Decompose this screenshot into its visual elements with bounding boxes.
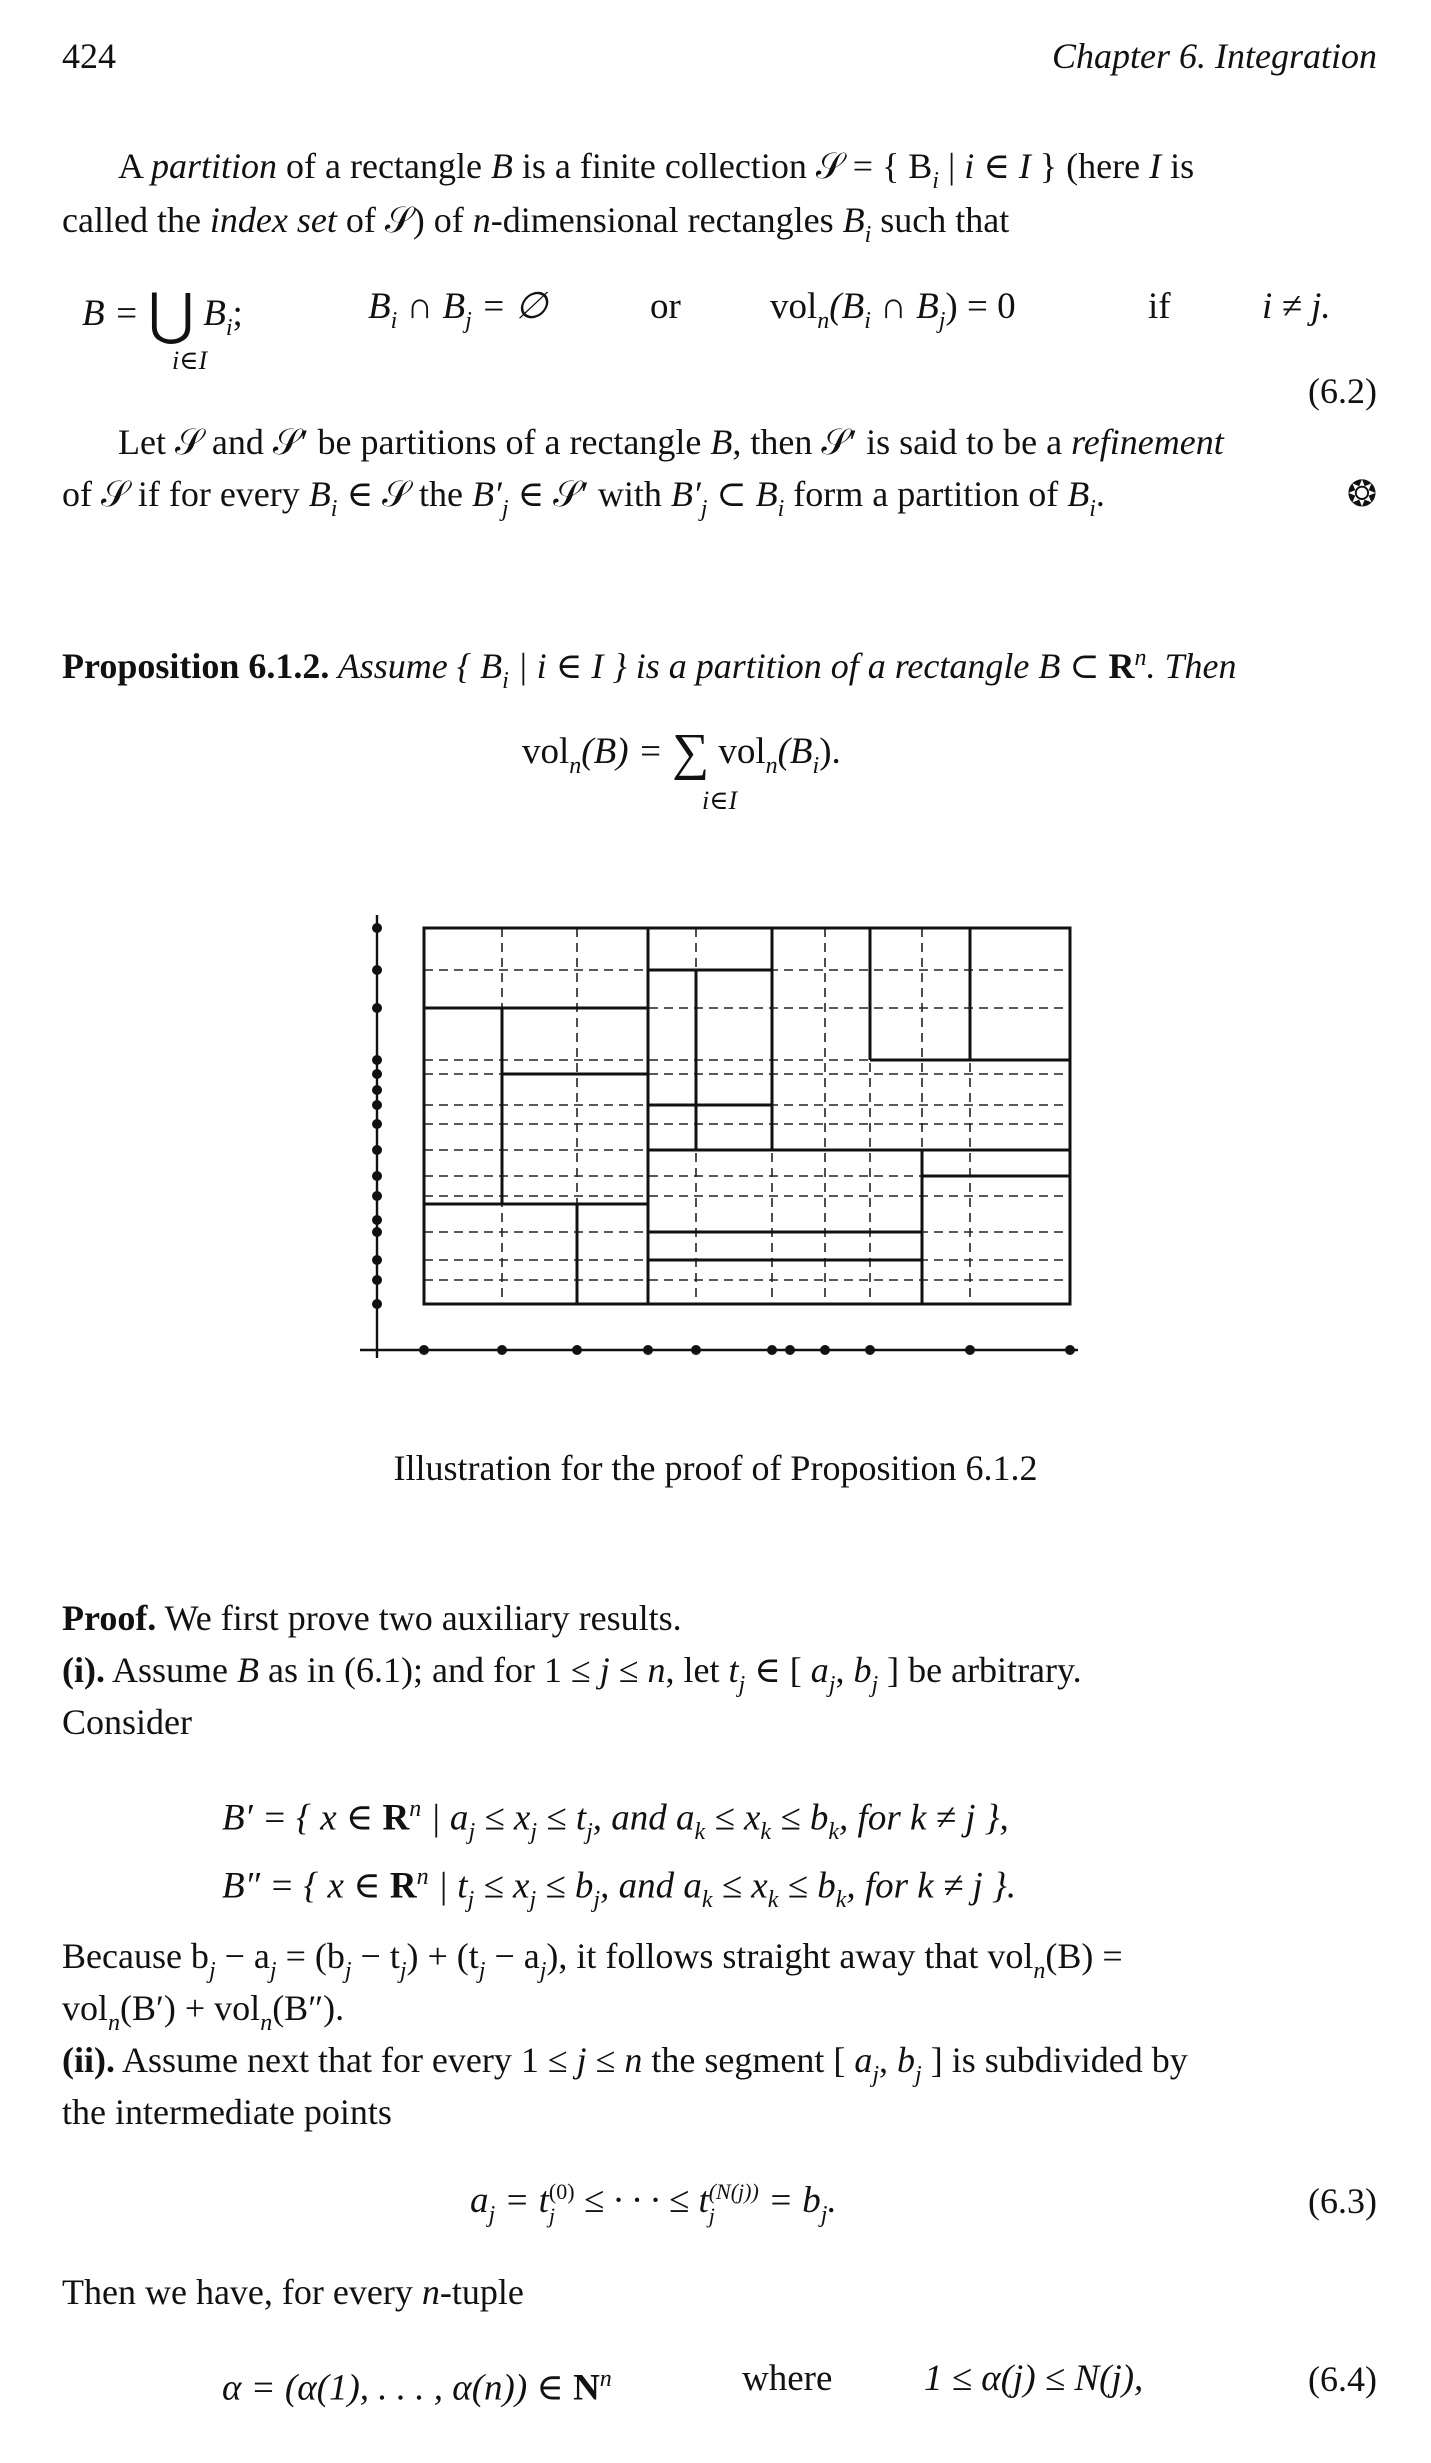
proposition-statement: Proposition 6.1.2. Assume { $B_i$ | i ∈ I } is a partition of a rectangle B ⊂ $R^n$. Then	[62, 645, 1237, 694]
proposition-equation: vol$_n$(B) = ∑ $vol_n(B_i)$.	[522, 724, 841, 781]
eq-6-2-intersection: $B_i$ ∩ $B_j$ = ∅	[368, 286, 548, 334]
proof-because-line1: Because $b_j - a_j = (b_j - t_j) + (t_j - a_j)$, it follows straight away that vol$_n$(B) =	[62, 1936, 1123, 1984]
partition-rectangles	[424, 928, 1070, 1304]
eq-6-3: $a_j = t$ (0) j ≤ · · · ≤ t (N(j)) j = $b_j$.	[470, 2178, 837, 2228]
proof-part-ii: (ii). Assume next that for every 1 ≤ j ≤ n the segment [ $a_j$, $b_j$ ] is subdivided by	[62, 2040, 1188, 2088]
eq-6-4-tag: (6.4)	[1308, 2359, 1377, 2399]
para2-line1: Let 𝒮 and 𝒮′ be partitions of a rectangle B, then 𝒮′ is said to be a refinement	[118, 422, 1224, 462]
para2-line2: of 𝒮 if for every $B_i$ ∈ 𝒮 the $B'_j$ ∈ 𝒮′ with $B'_j$ ⊂ $B_i$ form a partition of $B_i$.	[62, 474, 1105, 522]
eq-6-4-where: where	[742, 2358, 833, 2399]
eq-6-2-union: B = ⋃ $B_i$;	[82, 284, 243, 346]
eq-6-2-condition: i ≠ j.	[1262, 286, 1331, 327]
para1-line1: A partition of a rectangle B is a finite collection 𝒮 = { $B_i$ | i ∈ I } (here I is	[118, 146, 1195, 194]
proof-part-ii-line2: the intermediate points	[62, 2092, 392, 2132]
eq-6-3-tag: (6.3)	[1308, 2181, 1377, 2221]
proposition-sum-index: i∈I	[702, 786, 738, 815]
para1-line2: called the index set of 𝒮) of n-dimensional rectangles $B_i$ such that	[62, 200, 1010, 248]
page-number: 424	[62, 36, 116, 76]
figure-caption: Illustration for the proof of Proposition 6.1.2	[393, 1448, 1038, 1488]
eq-6-2-union-index: i∈I	[172, 346, 208, 375]
partition-illustration	[350, 900, 1090, 1380]
eq-6-4-condition: 1 ≤ α(j) ≤ N(j),	[924, 2358, 1144, 2399]
proof-intro: Proof. We first prove two auxiliary results.	[62, 1598, 682, 1638]
proof-part-i: (i). Assume B as in (6.1); and for 1 ≤ j ≤ n, let $t_j$ ∈ [ $a_j$, $b_j$ ] be arbitrary.	[62, 1650, 1082, 1698]
proof-consider: Consider	[62, 1702, 192, 1742]
eq-6-2-or: or	[650, 286, 681, 327]
eq-6-2-tag: (6.2)	[1308, 371, 1377, 411]
eq-6-2-if: if	[1148, 286, 1171, 327]
eq-b-double-prime: B″ = { x ∈ $R^n$ | $t_j \le x_j \le b_j$, and $a_k \le x_k \le b_k$, for k ≠ j }.	[222, 1864, 1017, 1914]
proof-then: Then we have, for every n-tuple	[62, 2272, 524, 2312]
end-of-definition-mark: ❂	[1346, 474, 1377, 514]
proof-because-line2: vol$_n$(B′) + vol$_n$(B″).	[62, 1988, 345, 2036]
eq-6-4-tuple: α = (α(1), . . . , α(n)) ∈ $N^n$	[222, 2366, 612, 2409]
eq-6-2-volume: $vol_n(B_i$ ∩ $B_j) = 0$	[770, 286, 1016, 334]
eq-b-prime: B′ = { x ∈ $R^n$ | $a_j \le x_j \le t_j$, and $a_k \le x_k \le b_k$, for k ≠ j },	[222, 1796, 1009, 1846]
grid-dashed-lines	[424, 928, 1070, 1304]
chapter-heading: Chapter 6. Integration	[1052, 36, 1377, 76]
